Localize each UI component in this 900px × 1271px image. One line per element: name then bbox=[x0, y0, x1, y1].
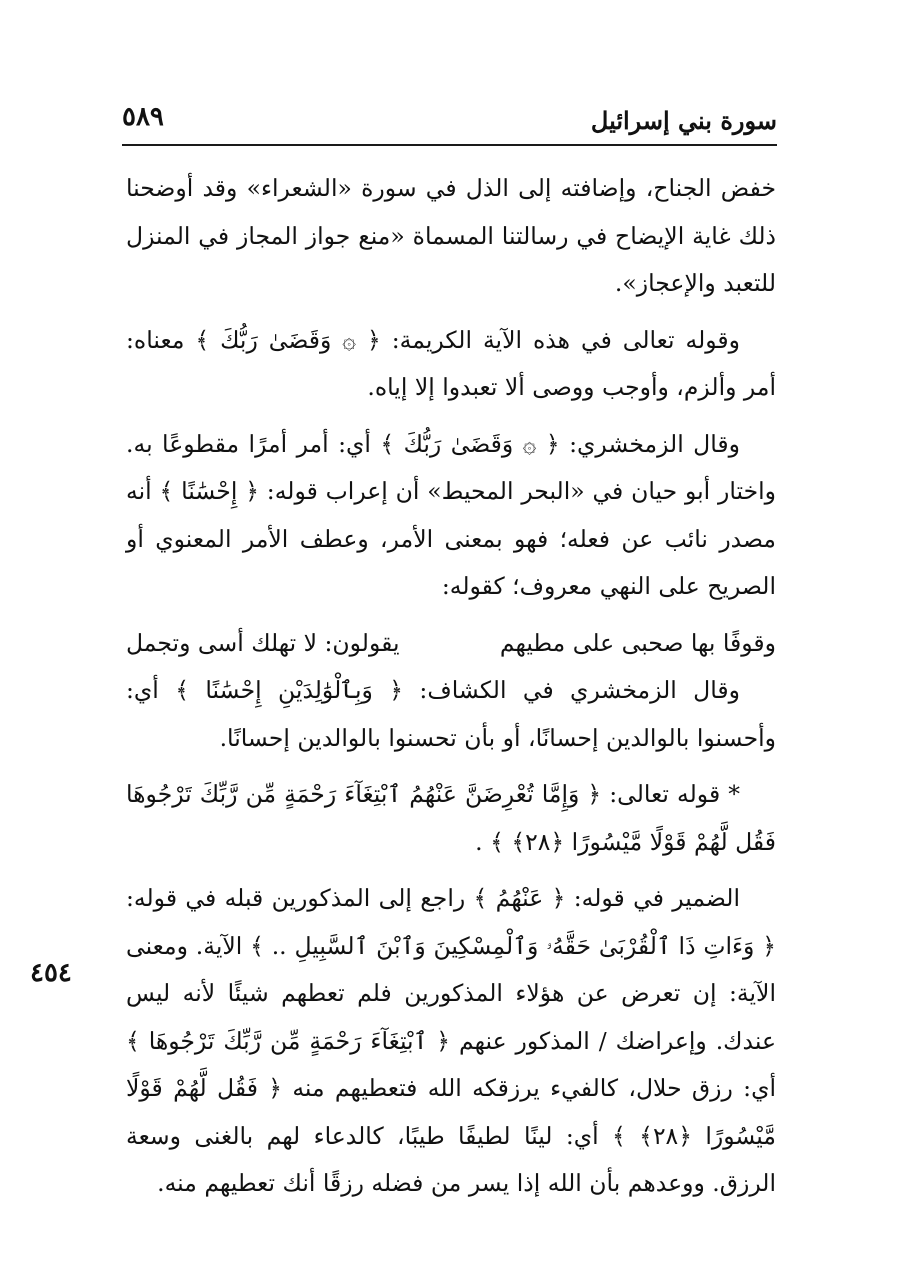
poetry-verse bbox=[126, 620, 776, 668]
paragraph-majaz: خفض الجناح، وإضافته إلى الذل في سورة «الشعراء» وقد أوضحنا ذلك غاية الإيضاح في رسالتنا المسماة «منع جواز المجاز في المنزل للتعبد والإعجاز». bbox=[126, 174, 776, 297]
page-header bbox=[122, 98, 777, 144]
surah-title: سورة بني إسرائيل bbox=[590, 106, 777, 135]
paragraph-zamakhshari-ihsan: وقال الزمخشري: ﴿ ۞ وَقَضَىٰ رَبُّكَ ﴾ أي: أمر أمرًا مقطوعًا به. واختار أبو حيان في «البحر المحيط» أن إعراب قوله: ﴿ إِحْسَٰنًا ﴾ أنه مصدر نائب عن فعله؛ فهو بمعنى الأمر، وعطف الأمر المعنوي أو الصريح على النهي معروف؛ كقوله: bbox=[126, 429, 776, 600]
page-body bbox=[126, 165, 776, 1208]
verse-second-hemistich: يقولون: لا تهلك أسى وتجمل bbox=[126, 628, 400, 657]
verse-first-hemistich: وقوفًا بها صحبى على مطيهم bbox=[499, 628, 776, 657]
paragraph-kashshaf: وقال الزمخشري في الكشاف: ﴿ وَبِٱلْوَٰلِدَيْنِ إِحْسَٰنًا ﴾ أي: وأحسنوا بالوالدين إحسانًا، أو بأن تحسنوا بالوالدين إحسانًا. bbox=[126, 676, 776, 752]
margin-reference-number: ٤٥٤ bbox=[30, 958, 72, 988]
paragraph-verse-28: * قوله تعالى: ﴿ وَإِمَّا تُعْرِضَنَّ عَنْهُمُ ٱبْتِغَآءَ رَحْمَةٍ مِّن رَّبِّكَ تَرْجُوهَا فَقُل لَّهُمْ قَوْلًا مَّيْسُورًا ﴿٢٨﴾ ﴾ . bbox=[126, 780, 776, 856]
paragraph-pronoun-explanation: الضمير في قوله: ﴿ عَنْهُمُ ﴾ راجع إلى المذكورين قبله في قوله: ﴿ وَءَاتِ ذَا ٱلْقُرْبَىٰ حَقَّهُۥ وَٱلْمِسْكِينَ وَٱبْنَ ٱلسَّبِيلِ .. ﴾ الآية. ومعنى الآية: إن تعرض عن هؤلاء المذكورين فلم تعطهم شيئًا لأنه ليس عندك. وإعراضك / المذكور عنهم ﴿ ٱبْتِغَآءَ رَحْمَةٍ مِّن رَّبِّكَ تَرْجُوهَا ﴾ أي: رزق حلال، كالفيء يرزقكه الله فتعطيهم منه ﴿ فَقُل لَّهُمْ قَوْلًا مَّيْسُورًا ﴿٢٨﴾ ﴾ أي: لينًا لطيفًا طيبًا، كالدعاء لهم بالغنى وسعة الرزق. ووعدهم بأن الله إذا يسر من فضله رزقًا أنك تعطيهم منه. bbox=[126, 884, 776, 1197]
paragraph-qada-meaning: وقوله تعالى في هذه الآية الكريمة: ﴿ ۞ وَقَضَىٰ رَبُّكَ ﴾ معناه: أمر وألزم، وأوجب ووصى ألا تعبدوا إلا إياه. bbox=[126, 325, 776, 401]
page-number: ٥٨٩ bbox=[122, 102, 164, 132]
header-divider bbox=[122, 144, 777, 146]
